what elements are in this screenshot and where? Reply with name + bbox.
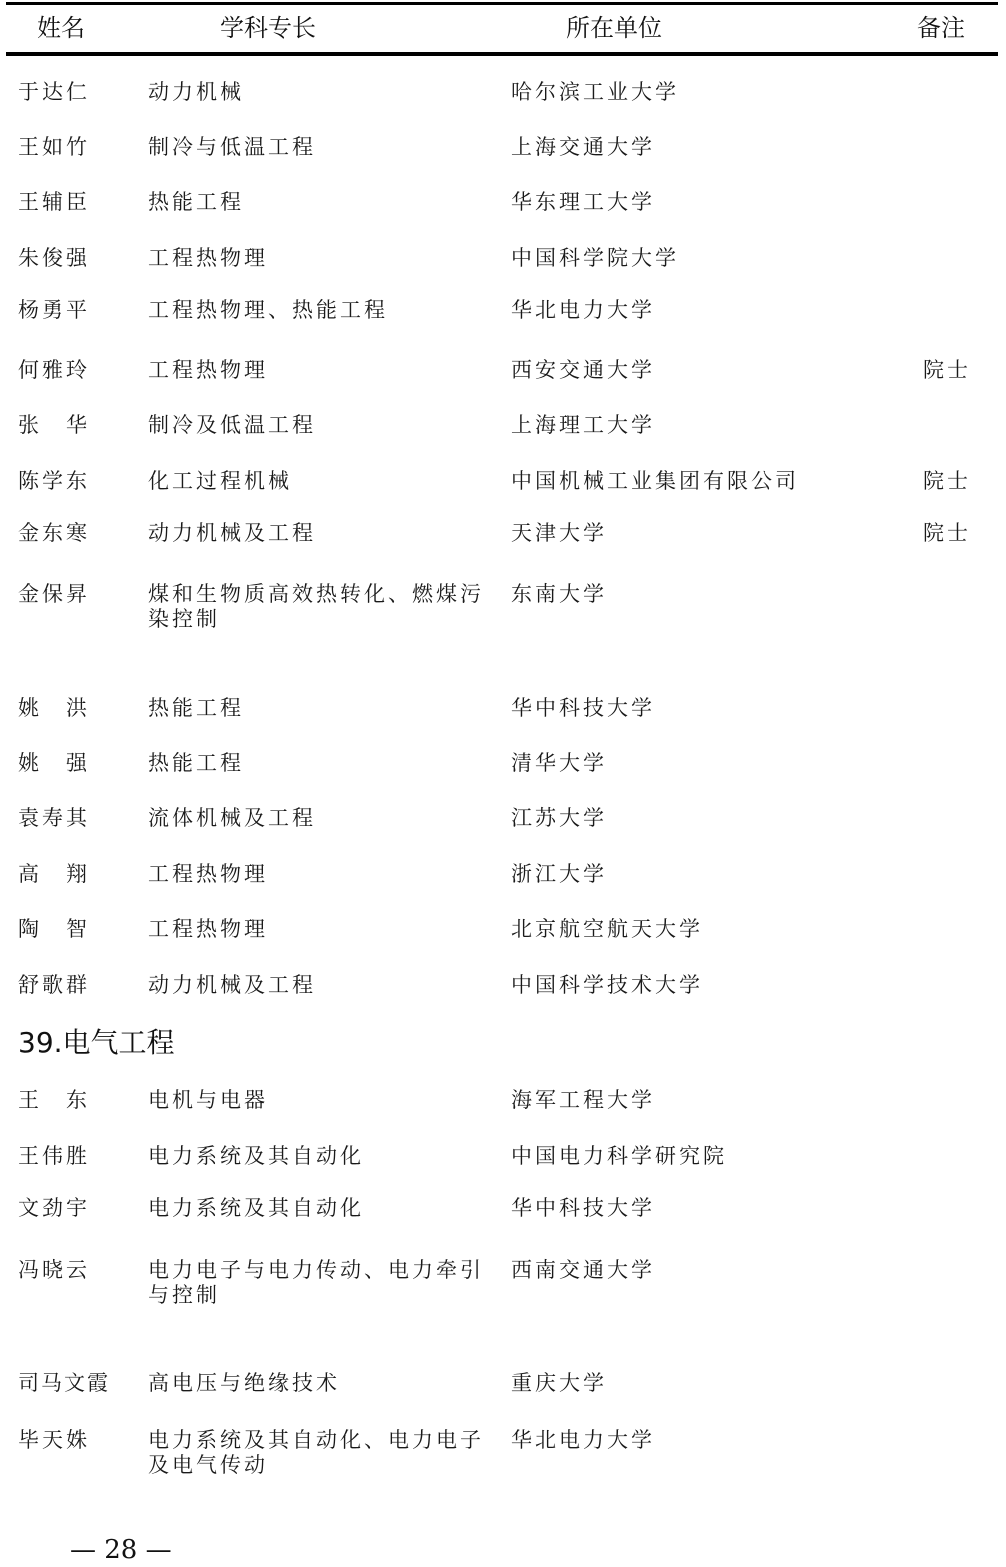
header-rule xyxy=(6,52,998,56)
cell-name: 舒歌群 xyxy=(18,973,90,997)
cell-field: 动力机械 xyxy=(148,80,244,104)
cell-unit: 华中科技大学 xyxy=(511,1196,655,1220)
table-row xyxy=(0,469,1006,509)
cell-name: 高 翔 xyxy=(18,862,90,886)
cell-name: 陈学东 xyxy=(18,469,90,493)
cell-name: 毕天姝 xyxy=(18,1428,90,1452)
cell-name: 王 东 xyxy=(18,1088,90,1112)
table-row xyxy=(0,521,1006,561)
cell-unit: 江苏大学 xyxy=(511,806,607,830)
cell-name: 杨勇平 xyxy=(18,298,90,322)
cell-note: 院士 xyxy=(923,358,971,382)
cell-field: 工程热物理 xyxy=(148,862,268,886)
page-number: — 28 — xyxy=(70,1535,172,1565)
cell-unit: 西南交通大学 xyxy=(511,1258,655,1282)
cell-field: 工程热物理 xyxy=(148,358,268,382)
cell-unit: 中国科学院大学 xyxy=(511,246,679,270)
cell-name: 司马文霞 xyxy=(18,1371,110,1395)
cell-field: 电力系统及其自动化 xyxy=(148,1144,364,1168)
table-row xyxy=(0,1088,1006,1128)
cell-unit: 海军工程大学 xyxy=(511,1088,655,1112)
cell-unit: 华东理工大学 xyxy=(511,190,655,214)
cell-unit: 中国机械工业集团有限公司 xyxy=(511,469,799,493)
table-row xyxy=(0,358,1006,398)
table-row xyxy=(0,80,1006,120)
cell-name: 何雅玲 xyxy=(18,358,90,382)
cell-field: 热能工程 xyxy=(148,696,244,720)
cell-name: 姚 洪 xyxy=(18,696,90,720)
cell-field: 工程热物理 xyxy=(148,917,268,941)
header-unit: 所在单位 xyxy=(566,14,662,42)
table-row xyxy=(0,1144,1006,1184)
cell-name: 冯晓云 xyxy=(18,1258,90,1282)
cell-name: 朱俊强 xyxy=(18,246,90,270)
cell-note: 院士 xyxy=(923,521,971,545)
cell-unit: 北京航空航天大学 xyxy=(511,917,703,941)
cell-name: 王伟胜 xyxy=(18,1144,90,1168)
cell-field: 电机与电器 xyxy=(148,1088,268,1112)
cell-name: 王辅臣 xyxy=(18,190,90,214)
table-row xyxy=(0,806,1006,846)
cell-unit: 上海交通大学 xyxy=(511,135,655,159)
table-row xyxy=(0,135,1006,175)
table-row xyxy=(0,1371,1006,1411)
header-field: 学科专长 xyxy=(220,14,316,42)
cell-field: 高电压与绝缘技术 xyxy=(148,1371,340,1395)
cell-field: 电力电子与电力传动、电力牵引与控制 xyxy=(148,1258,484,1307)
cell-field: 动力机械及工程 xyxy=(148,521,316,545)
cell-unit: 西安交通大学 xyxy=(511,358,655,382)
cell-name: 文劲宇 xyxy=(18,1196,90,1220)
cell-field: 制冷及低温工程 xyxy=(148,413,316,437)
cell-unit: 哈尔滨工业大学 xyxy=(511,80,679,104)
cell-unit: 华北电力大学 xyxy=(511,1428,655,1452)
cell-field: 热能工程 xyxy=(148,751,244,775)
table-row xyxy=(0,973,1006,1013)
table-row xyxy=(0,1258,1006,1307)
cell-field: 电力系统及其自动化 xyxy=(148,1196,364,1220)
cell-unit: 天津大学 xyxy=(511,521,607,545)
table-row xyxy=(0,246,1006,286)
table-row xyxy=(0,582,1006,631)
table-row xyxy=(0,1428,1006,1477)
cell-field: 流体机械及工程 xyxy=(148,806,316,830)
table-row xyxy=(0,190,1006,230)
table-row xyxy=(0,696,1006,736)
table-row xyxy=(0,298,1006,338)
cell-unit: 华中科技大学 xyxy=(511,696,655,720)
cell-unit: 中国科学技术大学 xyxy=(511,973,703,997)
cell-name: 金东寒 xyxy=(18,521,90,545)
cell-name: 袁寿其 xyxy=(18,806,90,830)
cell-unit: 上海理工大学 xyxy=(511,413,655,437)
cell-unit: 东南大学 xyxy=(511,582,607,606)
table-row xyxy=(0,862,1006,902)
cell-unit: 华北电力大学 xyxy=(511,298,655,322)
cell-name: 姚 强 xyxy=(18,751,90,775)
cell-field: 化工过程机械 xyxy=(148,469,292,493)
header-name: 姓名 xyxy=(37,14,85,42)
cell-unit: 中国电力科学研究院 xyxy=(511,1144,727,1168)
table-row xyxy=(0,1196,1006,1236)
cell-name: 王如竹 xyxy=(18,135,90,159)
cell-field: 工程热物理 xyxy=(148,246,268,270)
cell-field: 热能工程 xyxy=(148,190,244,214)
table-row xyxy=(0,413,1006,453)
cell-unit: 重庆大学 xyxy=(511,1371,607,1395)
cell-name: 陶 智 xyxy=(18,917,90,941)
cell-field: 工程热物理、热能工程 xyxy=(148,298,388,322)
section-heading: 39.电气工程 xyxy=(18,1026,175,1059)
cell-note: 院士 xyxy=(923,469,971,493)
table-top-rule xyxy=(6,2,998,5)
cell-name: 于达仁 xyxy=(18,80,90,104)
cell-field: 制冷与低温工程 xyxy=(148,135,316,159)
cell-field: 动力机械及工程 xyxy=(148,973,316,997)
cell-field: 煤和生物质高效热转化、燃煤污染控制 xyxy=(148,582,484,631)
cell-unit: 浙江大学 xyxy=(511,862,607,886)
cell-unit: 清华大学 xyxy=(511,751,607,775)
cell-field: 电力系统及其自动化、电力电子及电气传动 xyxy=(148,1428,484,1477)
table-row xyxy=(0,917,1006,957)
cell-name: 张 华 xyxy=(18,413,90,437)
cell-name: 金保昇 xyxy=(18,582,90,606)
header-note: 备注 xyxy=(917,14,965,42)
table-row xyxy=(0,751,1006,791)
